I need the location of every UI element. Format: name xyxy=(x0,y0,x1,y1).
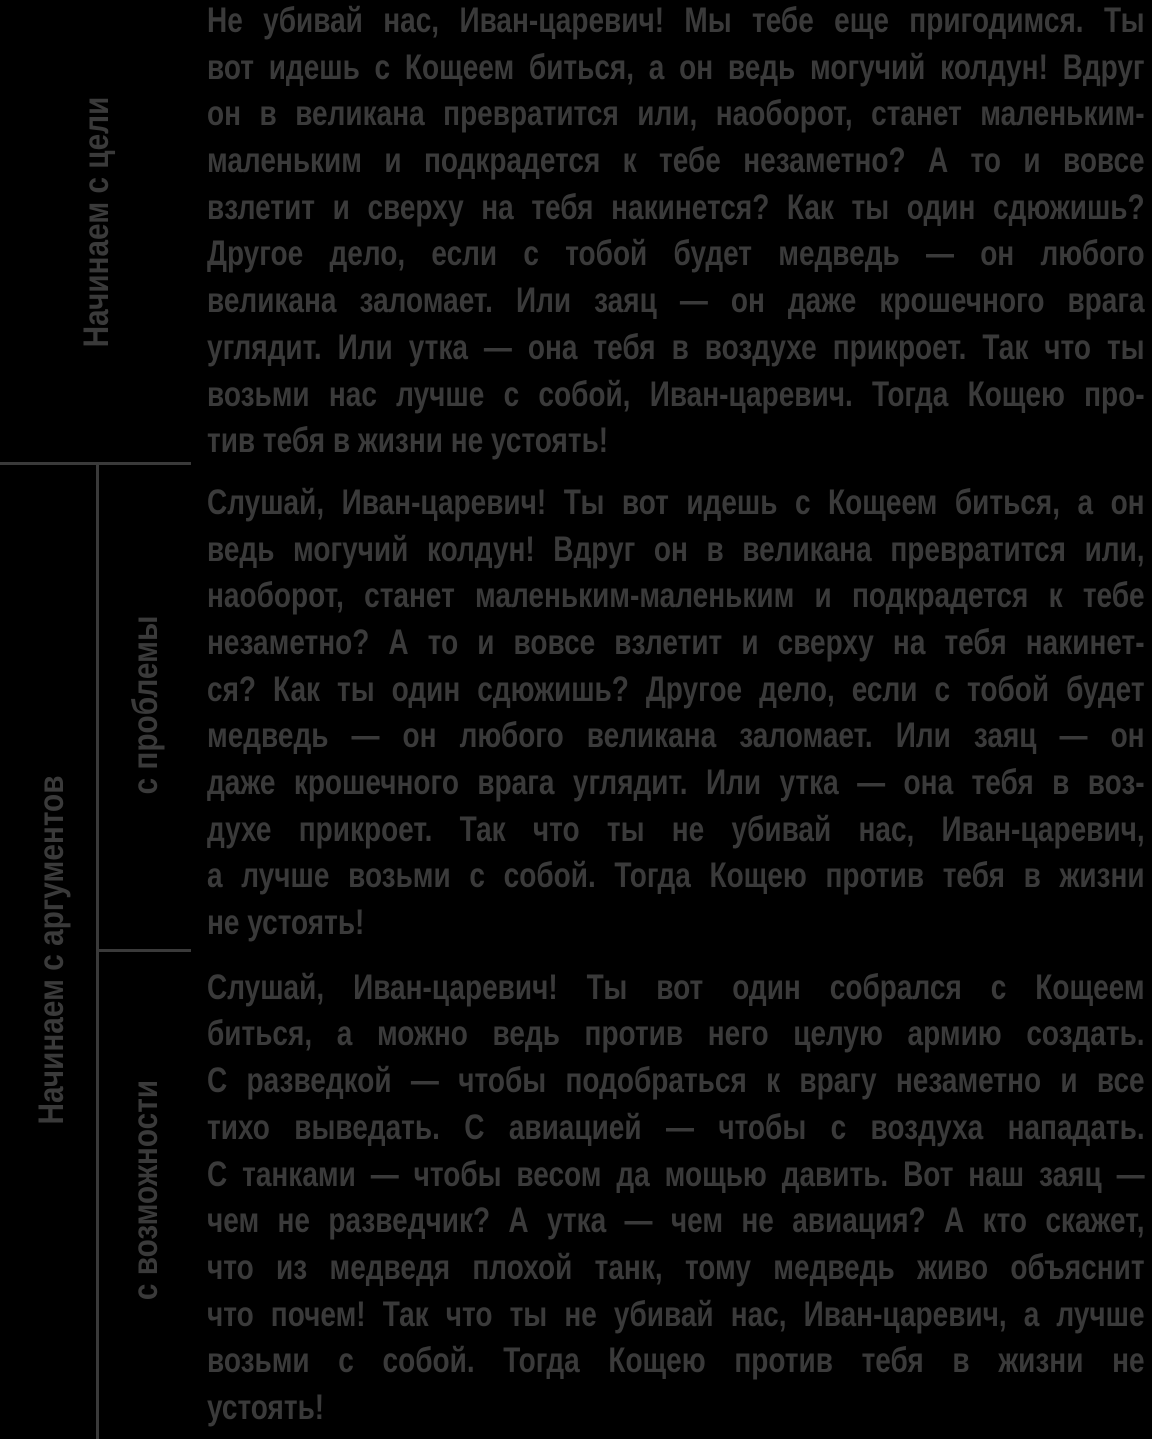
text-line: великана заломает. Или заяц — он даже крошечного врага xyxy=(207,281,1145,321)
text-line: незаметно? А то и вовсе взлетит и сверху на тебя накинет- xyxy=(207,622,1145,662)
text-line: что почем! Так что ты не убивай нас, Иван-царевич, а лучше xyxy=(207,1294,1145,1334)
text-line: устоять! xyxy=(207,1387,325,1427)
text-line: тихо выведать. С авиацией — чтобы с воздуха нападать. xyxy=(207,1107,1145,1147)
text-line: Другое дело, если с тобой будет медведь — он любого xyxy=(207,234,1145,274)
text-line: тив тебя в жизни не устоять! xyxy=(207,421,609,461)
margin-label-problem: с проблемы xyxy=(126,615,165,795)
text-line: что из медведя плохой танк, тому медведь живо объяснит xyxy=(207,1247,1145,1287)
text-line: Слушай, Иван-царевич! Ты вот один собрался с Кощеем xyxy=(207,967,1145,1007)
text-line: он в великана превратится или, наоборот, станет маленьким- xyxy=(207,94,1145,134)
text-line: С танками — чтобы весом да мощью давить. Вот наш заяц — xyxy=(207,1154,1145,1194)
text-line: ведь могучий колдун! Вдруг он в великана превратится или, xyxy=(207,529,1145,569)
text-line: Не убивай нас, Иван-царевич! Мы тебе еще пригодимся. Ты xyxy=(207,1,1145,40)
text-line: углядит. Или утка — она тебя в воздухе прикроет. Так что ты xyxy=(207,327,1145,367)
text-line: вот идешь с Кощеем биться, а он ведь могучий колдун! Вдруг xyxy=(207,47,1145,87)
text-line: биться, а можно ведь против него целую армию создать. xyxy=(207,1014,1145,1054)
text-line: возьми с собой. Тогда Кощею против тебя в жизни не xyxy=(207,1341,1145,1381)
margin-label-arguments: Начинаем с аргументов xyxy=(32,775,71,1125)
divider-problem-vs-opportunity xyxy=(96,949,191,952)
text-line: возьми нас лучше с собой, Иван-царевич. Тогда Кощею про- xyxy=(207,374,1145,414)
paragraph-goal xyxy=(207,0,1152,465)
text-line: С разведкой — чтобы подобраться к врагу незаметно и все xyxy=(207,1061,1145,1101)
text-line: а лучше возьми с собой. Тогда Кощею против тебя в жизни xyxy=(207,856,1145,896)
text-line: маленьким и подкрадется к тебе незаметно? А то и вовсе xyxy=(207,141,1145,181)
text-line: наоборот, станет маленьким-маленьким и подкрадется к тебе xyxy=(207,576,1145,616)
text-line: ся? Как ты один сдюжишь? Другое дело, если с тобой будет xyxy=(207,669,1145,709)
text-line: взлетит и сверху на тебя накинется? Как ты один сдюжишь? xyxy=(207,187,1145,227)
text-line: чем не разведчик? А утка — чем не авиация? А кто скажет, xyxy=(207,1201,1145,1241)
text-line: даже крошечного врага углядит. Или утка — она тебя в воз- xyxy=(207,763,1145,802)
text-column xyxy=(207,0,1145,1432)
paragraph-problem xyxy=(207,480,1152,947)
text-line: медведь — он любого великана заломает. Или заяц — он xyxy=(207,716,1145,756)
text-line: духе прикроет. Так что ты не убивай нас, Иван-царевич, xyxy=(207,809,1145,849)
margin-label-opportunity: с возможности xyxy=(126,1079,165,1301)
margin-label-goal: Начинаем с цели xyxy=(77,96,116,348)
text-line: Слушай, Иван-царевич! Ты вот идешь с Кощеем биться, а он xyxy=(207,482,1145,522)
paragraph-opportunity xyxy=(207,965,1152,1432)
text-line: не устоять! xyxy=(207,903,365,943)
